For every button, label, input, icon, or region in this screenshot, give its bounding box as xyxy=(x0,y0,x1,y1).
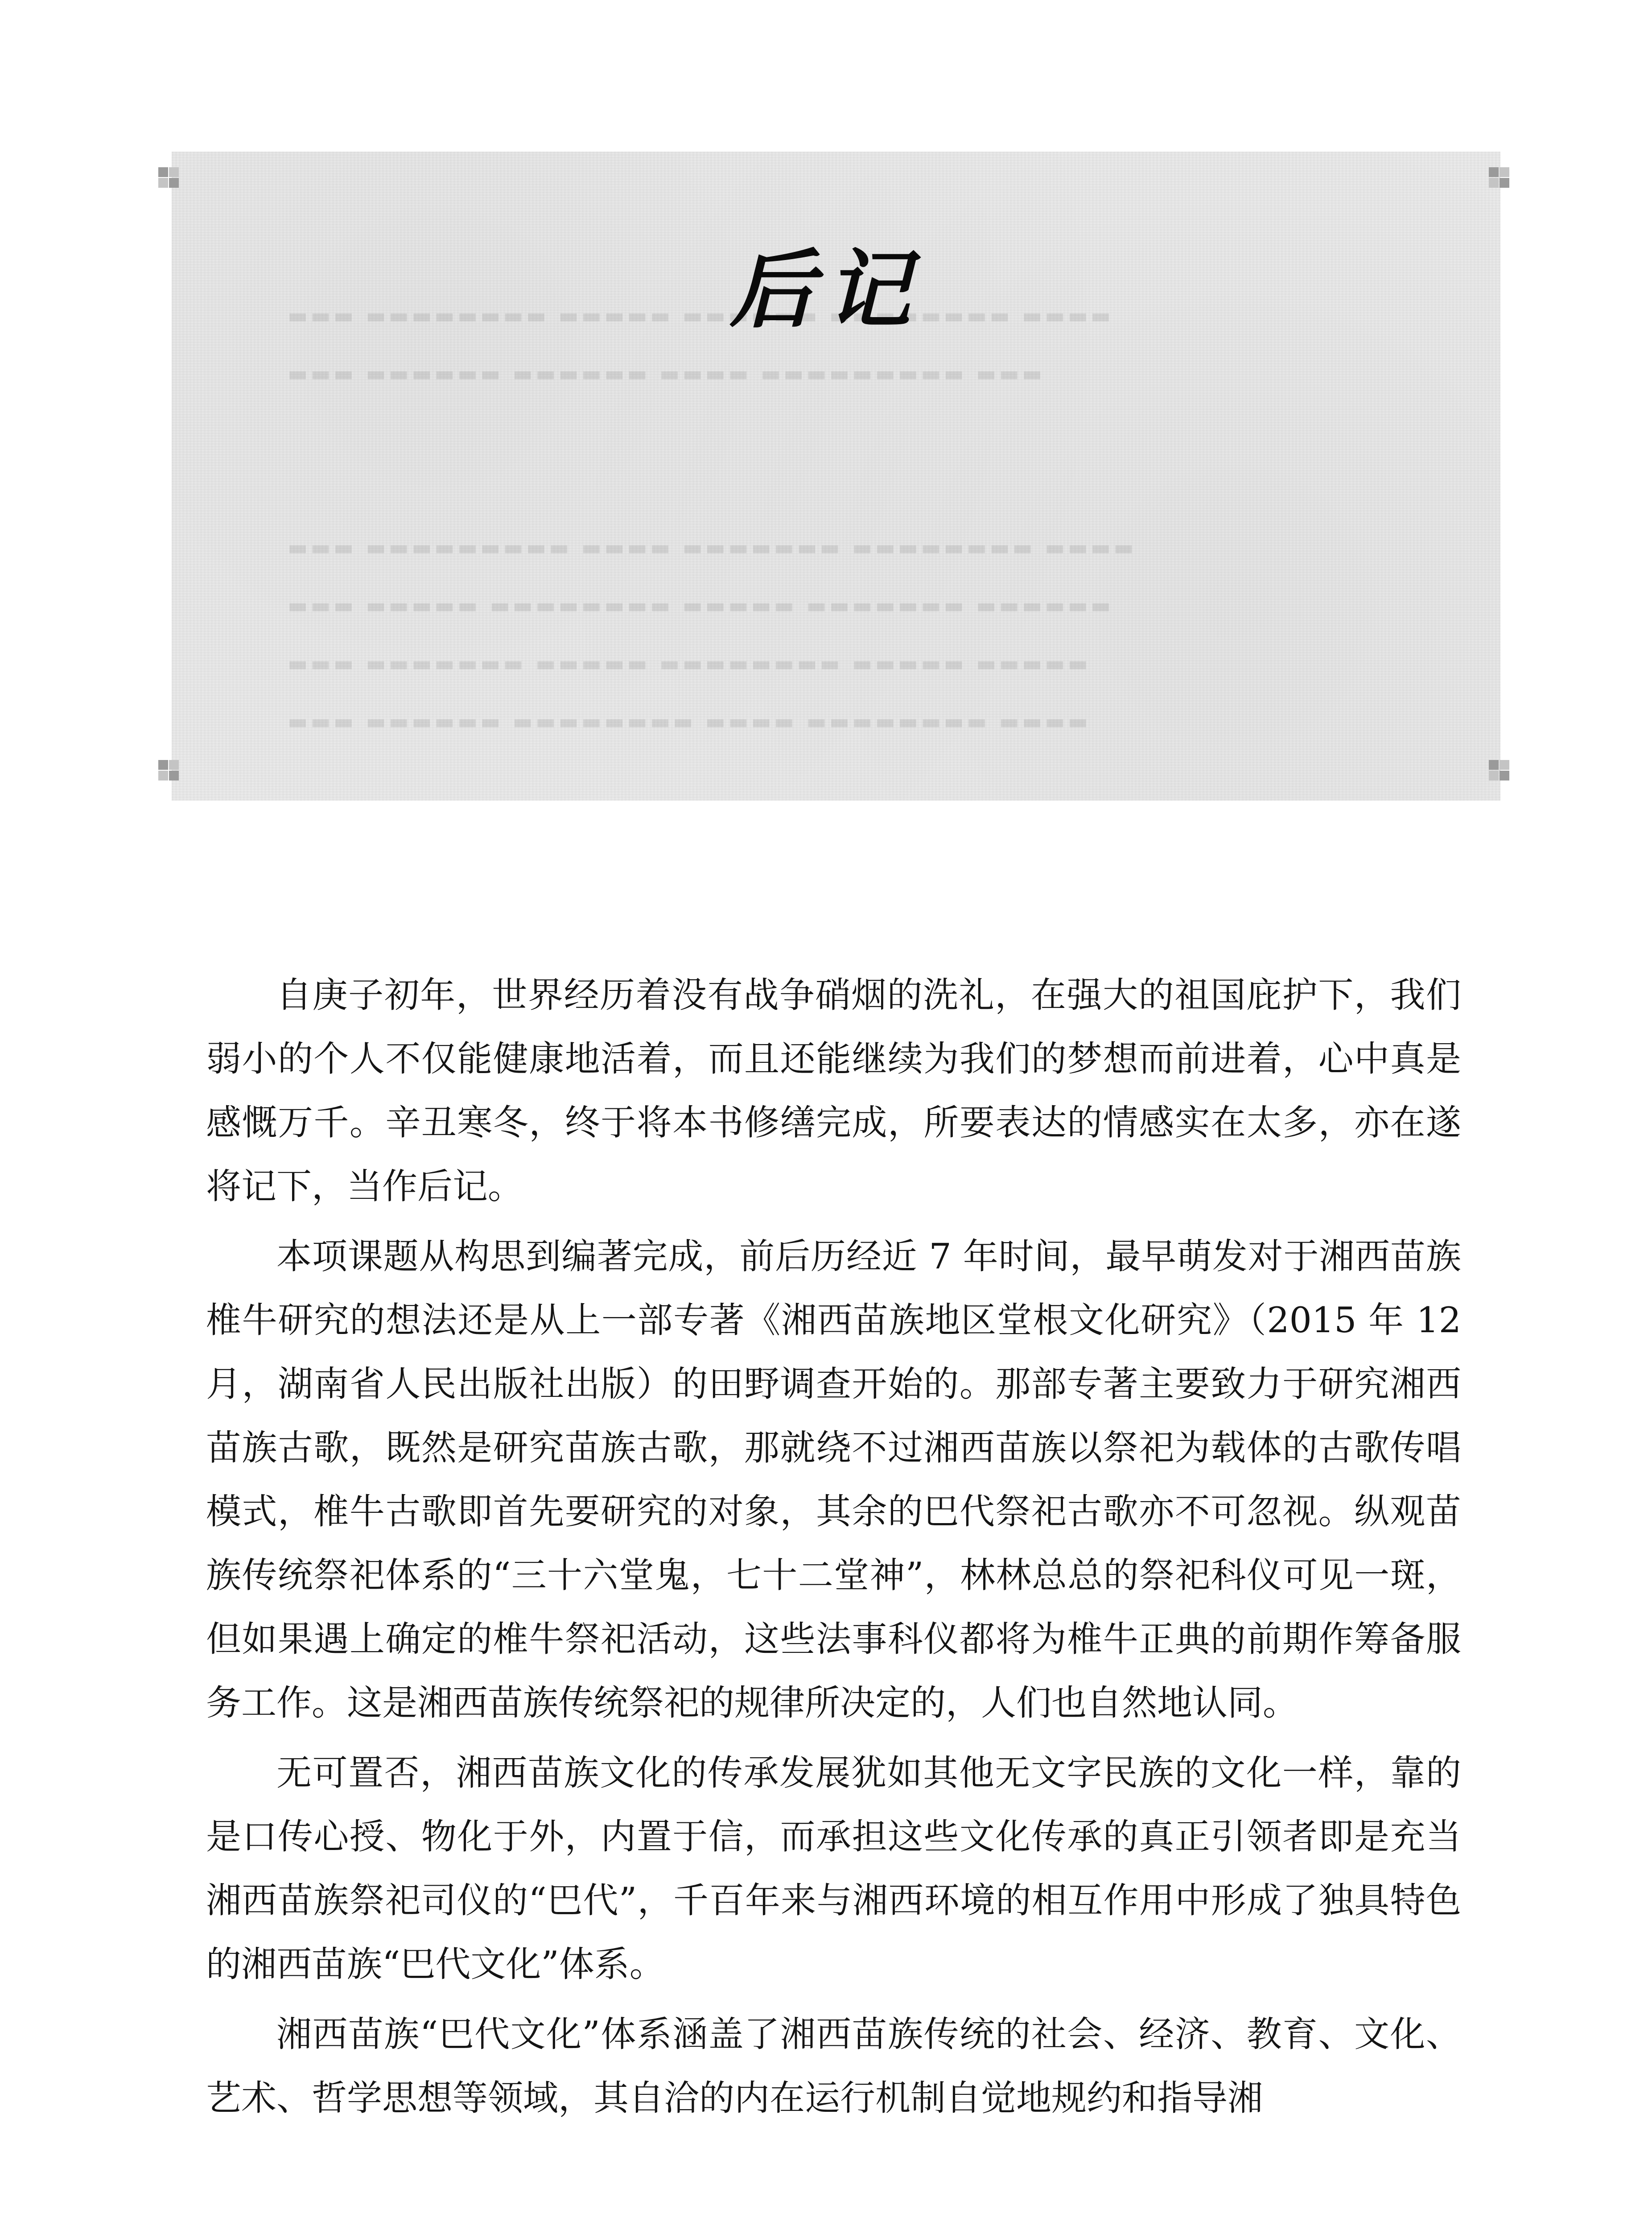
corner-ornament xyxy=(158,167,183,192)
background-texture-line: ▬▬▬ ▬▬▬▬▬▬▬ ▬▬▬▬▬ ▬▬▬▬▬▬▬▬ ▬▬▬▬▬ ▬▬▬▬▬ xyxy=(288,651,1091,676)
paragraph: 本项课题从构思到编著完成，前后历经近 7 年时间，最早萌发对于湘西苗族椎牛研究的想法还是从上一部专著《湘西苗族地区堂根文化研究》（2015 年 12 月，湖南省人民出版社出版）的田野调查开始的。那部专著主要致力于研究湘西苗族古歌，既然是研究苗族古歌，那就绕不过湘西苗族以祭祀为载体的古歌传唱模式，椎牛古歌即首先要研究的对象，其余的巴代祭祀古歌亦不可忽视。纵观苗族传统祭祀体系的“三十六堂鬼，七十二堂神”，林林总总的祭祀科仪可见一斑，但如果遇上确定的椎牛祭祀活动，这些法事科仪都将为椎牛正典的前期作筹备服务工作。这是湘西苗族传统祭祀的规律所决定的，人们也自然地认同。 xyxy=(206,1236,1462,1723)
chapter-title: 后记 xyxy=(729,240,923,339)
paragraph: 自庚子初年，世界经历着没有战争硝烟的洗礼，在强大的祖国庇护下，我们弱小的个人不仅能健康地活着，而且还能继续为我们的梦想而前进着，心中真是感慨万千。辛丑寒冬，终于将本书修缮完成，所要表达的情感实在太多，亦在遂将记下，当作后记。 xyxy=(206,975,1461,1207)
paragraph: 湘西苗族“巴代文化”体系涵盖了湘西苗族传统的社会、经济、教育、文化、艺术、哲学思想等领域，其自洽的内在运行机制自觉地规约和指导湘 xyxy=(206,2014,1461,2118)
background-texture-line: ▬▬▬ ▬▬▬▬▬▬ ▬▬▬▬▬▬ ▬▬▬▬ ▬▬▬▬▬▬▬▬▬ ▬▬▬ xyxy=(288,361,1045,386)
background-texture-line: ▬▬▬ ▬▬▬▬▬▬▬▬ ▬▬▬▬▬ ▬▬▬▬▬▬ ▬▬▬▬▬▬▬▬ ▬▬▬▬ xyxy=(288,303,1114,328)
corner-ornament xyxy=(158,760,183,785)
background-texture-line: ▬▬▬ ▬▬▬▬▬▬ ▬▬▬▬▬▬▬▬ ▬▬▬▬ ▬▬▬▬▬▬▬▬ ▬▬▬▬ xyxy=(288,709,1091,734)
paragraph: 无可置否，湘西苗族文化的传承发展犹如其他无文字民族的文化一样，靠的是口传心授、物化于外，内置于信，而承担这些文化传承的真正引领者即是充当湘西苗族祭祀司仪的“巴代”，千百年来与湘西环境的相互作用中形成了独具特色的湘西苗族“巴代文化”体系。 xyxy=(206,1752,1461,1985)
body-text xyxy=(206,963,1461,2130)
background-texture-line: ▬▬▬ ▬▬▬▬▬ ▬▬▬▬▬▬▬▬ ▬▬▬▬▬ ▬▬▬▬▬▬▬ ▬▬▬▬▬▬ xyxy=(288,593,1114,618)
corner-ornament xyxy=(1489,167,1514,192)
corner-ornament xyxy=(1489,760,1514,785)
background-texture-line: ▬▬▬ ▬▬▬▬▬▬▬▬▬ ▬▬▬▬ ▬▬▬▬▬▬▬ ▬▬▬▬▬▬▬▬ ▬▬▬▬ xyxy=(288,535,1137,560)
